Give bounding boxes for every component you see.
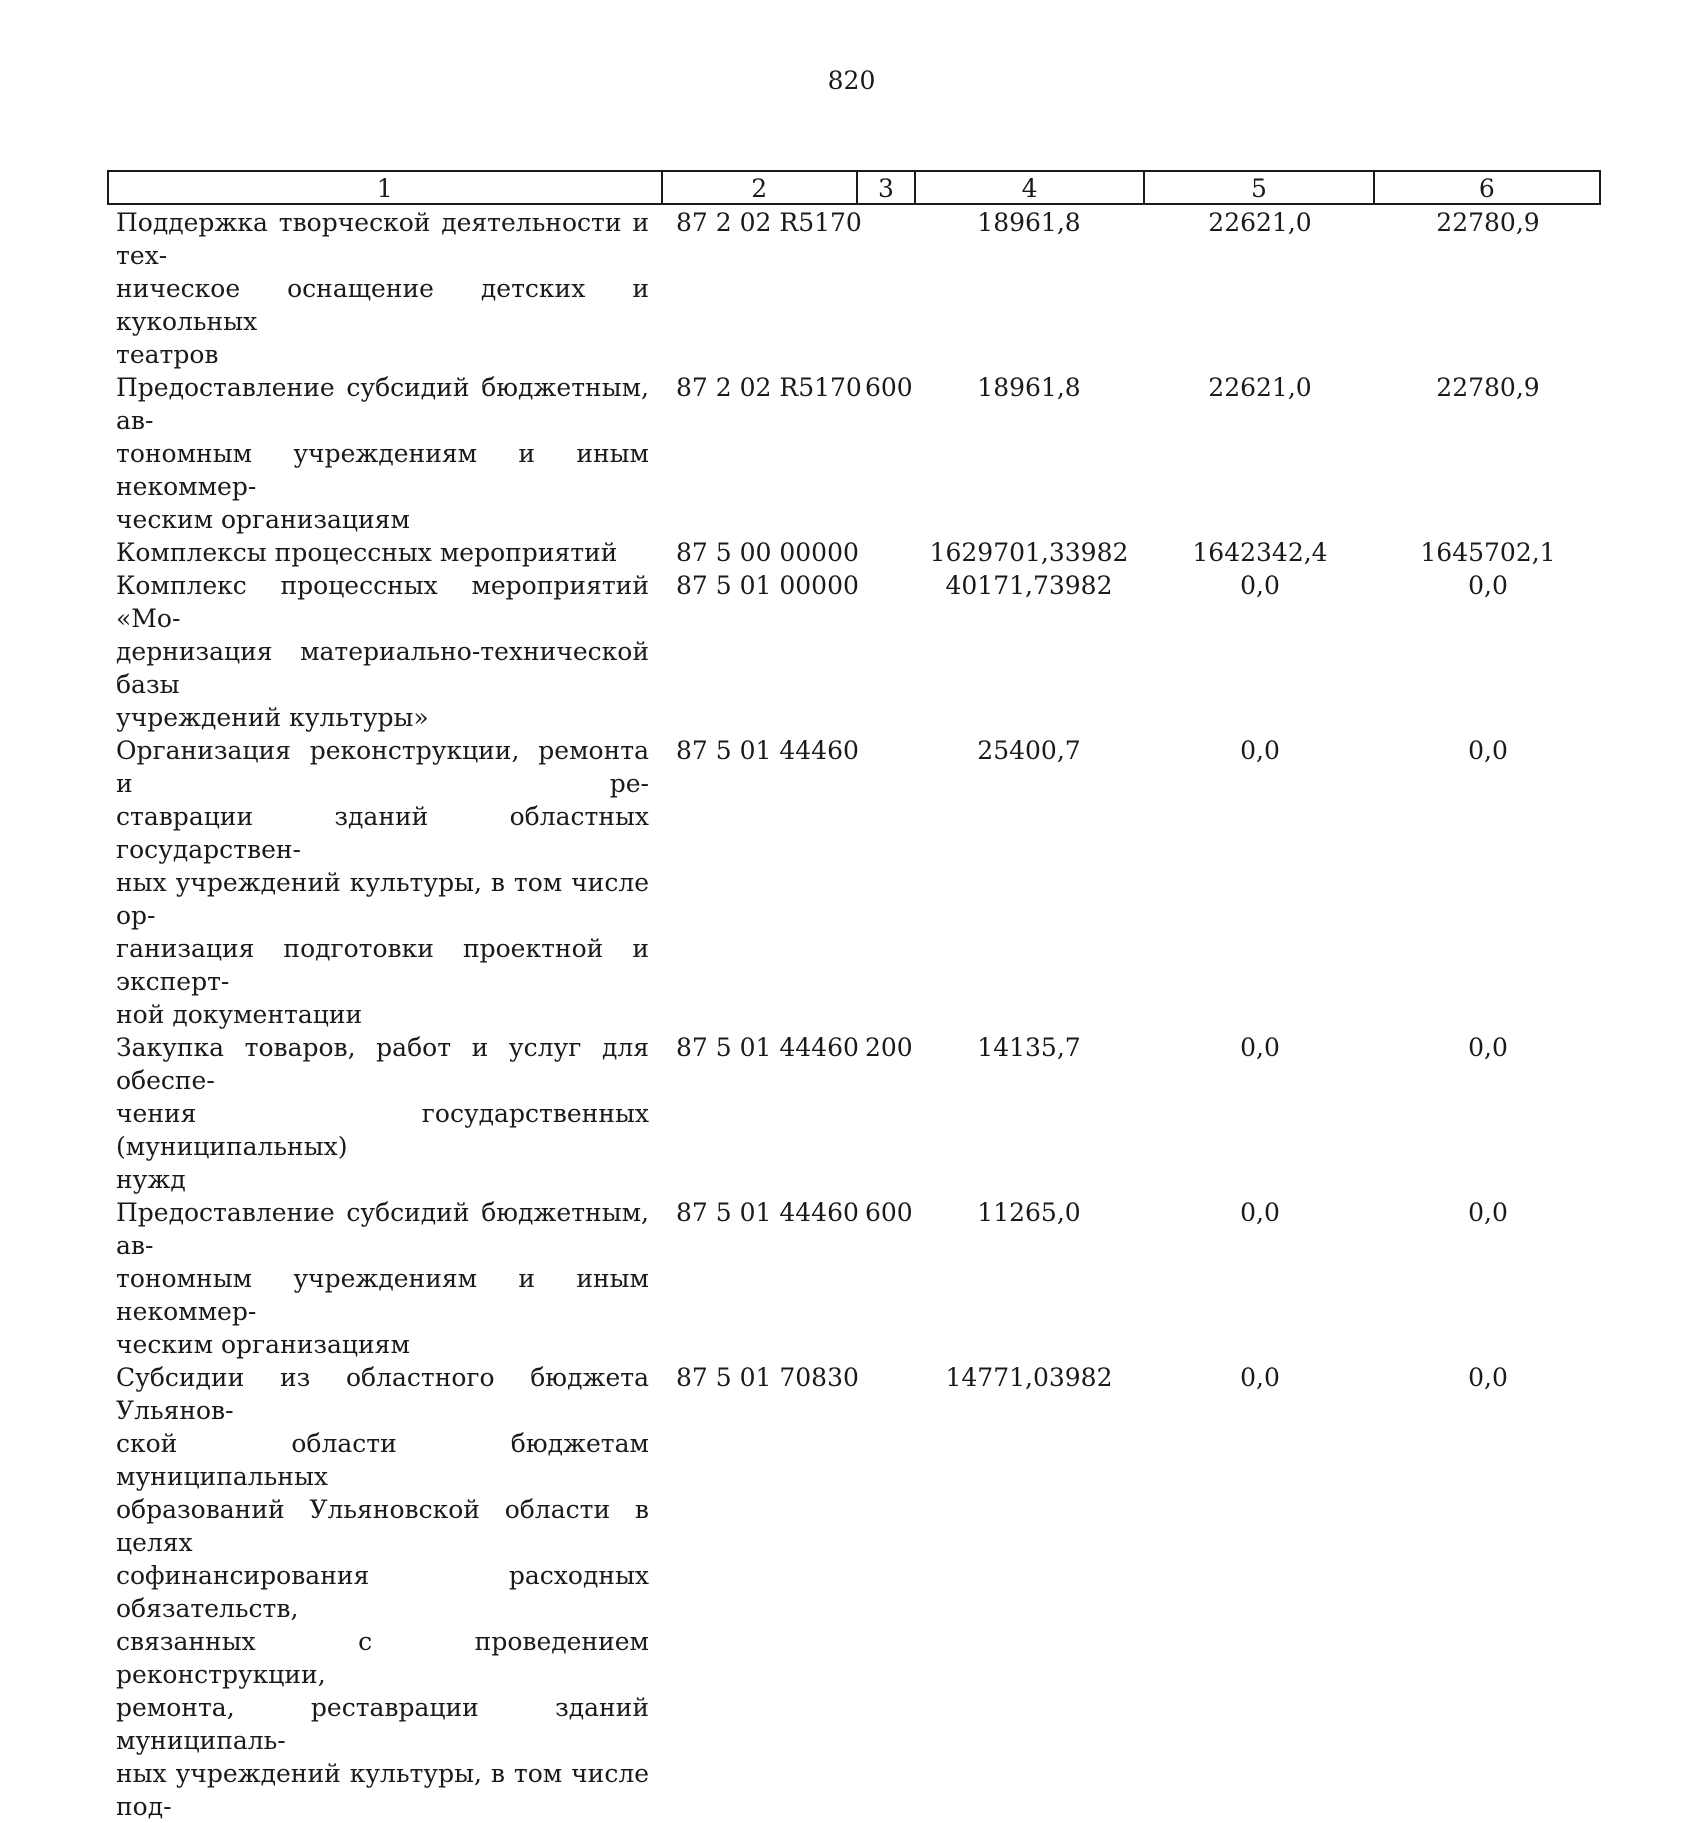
row-name-line: образований Ульяновской области в целях: [116, 1495, 649, 1557]
row-value-5: 0,0: [1240, 736, 1280, 765]
row-value-4: 18961,8: [977, 208, 1081, 237]
row-name-line: ных учреждений культуры, в том числе ор-: [116, 868, 649, 930]
row-value-4: 14135,7: [977, 1033, 1081, 1062]
header-col-4: 4: [916, 172, 1145, 203]
row-name-line: тономным учреждениям и иным некоммер-: [116, 1264, 649, 1326]
row-name: [116, 536, 649, 569]
row-name-line: Предоставление субсидий бюджетным, ав-: [116, 1198, 649, 1260]
row-code: 87 5 01 00000: [676, 571, 859, 600]
row-name-line: Организация реконструкции, ремонта и ре-: [116, 736, 649, 798]
row-name-line: Поддержка творческой деятельности и тех-: [116, 208, 649, 270]
table-row: [0, 536, 1703, 569]
row-value-4: 1629701,33982: [929, 538, 1129, 567]
row-name-line: Субсидии из областного бюджета Ульянов-: [116, 1363, 649, 1425]
row-code: 87 5 01 44460: [676, 1198, 859, 1227]
row-value-6: 0,0: [1468, 736, 1508, 765]
row-name-line: ническое оснащение детских и кукольных: [116, 274, 649, 336]
row-value-5: 0,0: [1240, 1363, 1280, 1392]
row-name-line: нужд: [116, 1165, 186, 1194]
header-col-5: 5: [1145, 172, 1374, 203]
row-code: 87 2 02 R5170: [676, 208, 862, 237]
row-value-5: 0,0: [1240, 1033, 1280, 1062]
page-number: 820: [827, 66, 876, 95]
row-value-4: 14771,03982: [945, 1363, 1113, 1392]
row-name-line: чения государственных (муниципальных): [116, 1099, 649, 1161]
row-name-line: Предоставление субсидий бюджетным, ав-: [116, 373, 649, 435]
row-name-line: ческим организациям: [116, 505, 410, 534]
row-value-4: 40171,73982: [945, 571, 1113, 600]
row-code: 87 5 01 44460: [676, 1033, 859, 1062]
table-body: [0, 206, 1703, 1823]
row-name-line: ной документации: [116, 1000, 363, 1029]
row-value-5: 22621,0: [1208, 373, 1312, 402]
row-name-line: учреждений культуры»: [116, 703, 429, 732]
row-type: 600: [865, 1198, 913, 1227]
table-row: [0, 1361, 1703, 1823]
row-name-line: Комплексы процессных мероприятий: [116, 538, 618, 567]
row-value-4: 25400,7: [977, 736, 1081, 765]
table-row: [0, 569, 1703, 734]
row-name: [116, 1196, 649, 1361]
row-name-line: ремонта, реставрации зданий муниципаль-: [116, 1693, 649, 1755]
row-value-6: 0,0: [1468, 1363, 1508, 1392]
table-row: [0, 1196, 1703, 1361]
row-value-6: 0,0: [1468, 1033, 1508, 1062]
table-row: [0, 734, 1703, 1031]
row-name-line: ской области бюджетам муниципальных: [116, 1429, 649, 1491]
row-value-4: 18961,8: [977, 373, 1081, 402]
row-name-line: ческим организациям: [116, 1330, 410, 1359]
table-row: [0, 206, 1703, 371]
row-name-line: связанных с проведением реконструкции,: [116, 1627, 649, 1689]
row-name: [116, 206, 649, 371]
row-value-5: 0,0: [1240, 571, 1280, 600]
row-value-4: 11265,0: [977, 1198, 1081, 1227]
header-col-3: 3: [858, 172, 916, 203]
row-value-5: 22621,0: [1208, 208, 1312, 237]
row-name-line: дернизация материально-технической базы: [116, 637, 649, 699]
row-type: 200: [865, 1033, 913, 1062]
row-name-line: Комплекс процессных мероприятий «Мо-: [116, 571, 649, 633]
row-name: [116, 371, 649, 536]
row-code: 87 5 01 70830: [676, 1363, 859, 1392]
row-value-5: 1642342,4: [1192, 538, 1328, 567]
table-header: [107, 170, 1601, 205]
row-value-6: 0,0: [1468, 1198, 1508, 1227]
header-col-6: 6: [1478, 174, 1495, 203]
table-row: [0, 1031, 1703, 1196]
row-name-line: тономным учреждениям и иным некоммер-: [116, 439, 649, 501]
row-name: [116, 734, 649, 1031]
row-name-line: Закупка товаров, работ и услуг для обеспе-: [116, 1033, 649, 1095]
header-col-2: 2: [663, 172, 858, 203]
row-code: 87 5 01 44460: [676, 736, 859, 765]
row-type: 600: [865, 373, 913, 402]
row-name-line: ставрации зданий областных государствен-: [116, 802, 649, 864]
row-name-line: софинансирования расходных обязательств,: [116, 1561, 649, 1623]
header-col-1: 1: [109, 172, 663, 203]
row-value-5: 0,0: [1240, 1198, 1280, 1227]
row-name-line: ных учреждений культуры, в том числе под-: [116, 1759, 649, 1821]
row-name-line: театров: [116, 340, 219, 369]
row-name: [116, 569, 649, 734]
row-value-6: 22780,9: [1436, 373, 1540, 402]
row-code: 87 2 02 R5170: [676, 373, 862, 402]
row-value-6: 22780,9: [1436, 208, 1540, 237]
row-name: [116, 1361, 649, 1823]
row-name-line: ганизация подготовки проектной и эксперт-: [116, 934, 649, 996]
row-code: 87 5 00 00000: [676, 538, 859, 567]
table-row: [0, 371, 1703, 536]
row-value-6: 0,0: [1468, 571, 1508, 600]
row-name: [116, 1031, 649, 1196]
row-value-6: 1645702,1: [1420, 538, 1556, 567]
